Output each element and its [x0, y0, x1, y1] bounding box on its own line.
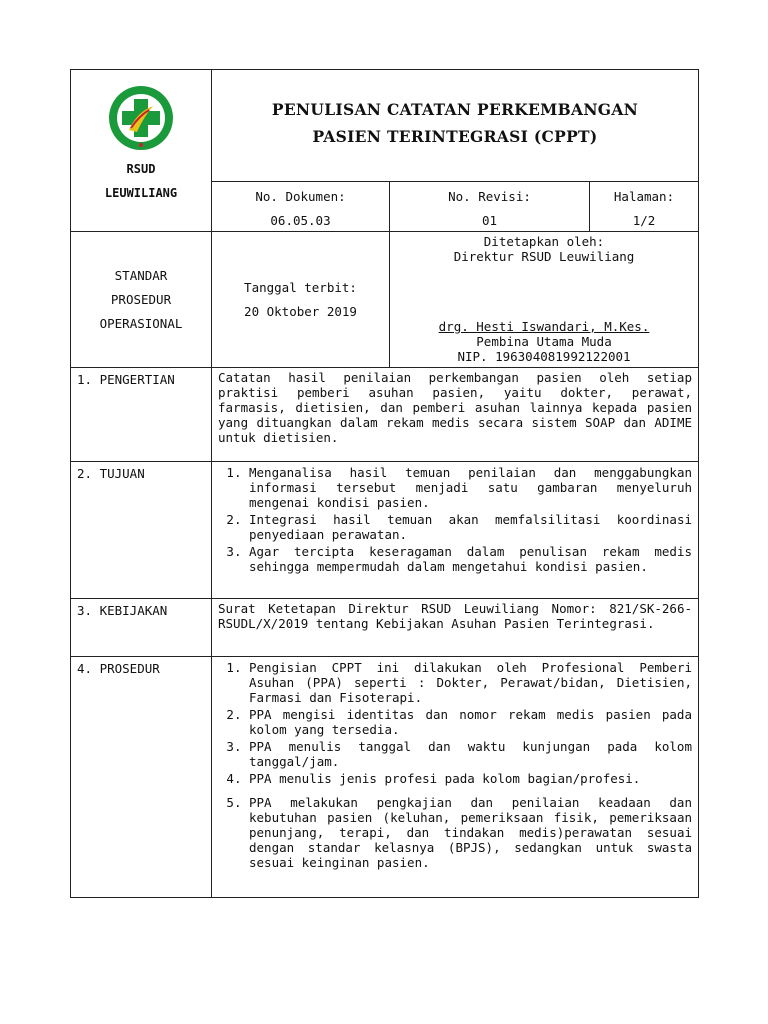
- sop-label-line3: OPERASIONAL: [99, 315, 183, 331]
- list-item: 1. Pengisian CPPT ini dilakukan oleh Profesional Pemberi Asuhan (PPA) seperti : Dokter, Perawat/bidan, Dietisien, Farmasi dan Fisoterapi.: [249, 660, 692, 705]
- section-label-pengertian: 1. PENGERTIAN: [71, 368, 212, 462]
- issue-date-label: Tanggal terbit:: [244, 279, 357, 295]
- signer-nip: NIP. 196304081992122001: [457, 349, 631, 364]
- document-title-cell: [212, 70, 699, 182]
- revision-label: No. Revisi:: [448, 189, 531, 204]
- hospital-logo: [71, 70, 211, 156]
- list-item: 3. Agar tercipta keseragaman dalam penulisan rekam medis sehingga mempermudah dalam mengetahui kondisi pasien.: [249, 544, 692, 574]
- hospital-name-line2: LEUWILIANG: [104, 186, 178, 200]
- doc-number-cell: [212, 182, 390, 232]
- section-label-tujuan: 2. TUJUAN: [71, 462, 212, 599]
- page-label: Halaman:: [613, 189, 675, 204]
- signer-rank: Pembina Utama Muda: [476, 334, 612, 349]
- approval-heading: Ditetapkan oleh:: [483, 234, 605, 249]
- kebijakan-text: Surat Ketetapan Direktur RSUD Leuwiliang Nomor: 821/SK-266-RSUDL/X/2019 tentang Kebijakan Asuhan Pasien Terintegrasi.: [218, 601, 692, 631]
- section-label-prosedur: 4. PROSEDUR: [71, 657, 212, 898]
- list-item: 4. PPA menulis jenis profesi pada kolom bagian/profesi.: [249, 771, 692, 786]
- list-item: 2. Integrasi hasil temuan akan memfalsilitasi koordinasi penyediaan perawatan.: [249, 512, 692, 542]
- section-content-tujuan: [212, 462, 699, 599]
- issue-date-cell: [212, 232, 390, 368]
- title-line2: PASIEN TERINTEGRASI (CPPT): [312, 127, 598, 146]
- pengertian-text: Catatan hasil penilaian perkembangan pasien oleh setiap praktisi pemberi asuhan pasien, yaitu dokter, perawat, farmasis, dietisien, dan pemberi asuhan lainnya kepada pasien yang dituangkan dalam rekam medis secara sistem SOAP dan ADIME untuk dietisien.: [218, 370, 692, 445]
- list-item: 5. PPA melakukan pengkajian dan penilaian keadaan dan kebutuhan pasien (keluhan, pemeriksaan fisik, pemeriksaan penunjang, terapi, dan tindakan medis)perawatan sesuai dengan standar kelasnya (BPJS), sedangkan untuk swasta sesuai keinginan pasien.: [249, 795, 692, 870]
- prosedur-list: [212, 657, 698, 874]
- tujuan-list: [212, 462, 698, 578]
- section-content-prosedur: [212, 657, 699, 898]
- revision-value: 01: [481, 213, 498, 228]
- document-title: [212, 70, 698, 150]
- page-cell: [590, 182, 699, 232]
- hospital-identity-cell: [71, 70, 212, 232]
- section-content-kebijakan: [212, 599, 699, 657]
- page-value: 1/2: [632, 213, 656, 228]
- list-item: 3. PPA menulis tanggal dan waktu kunjungan pada kolom tanggal/jam.: [249, 739, 692, 769]
- sop-label-line1: STANDAR: [114, 267, 168, 283]
- hospital-logo-icon: [107, 84, 175, 152]
- title-line1: PENULISAN CATATAN PERKEMBANGAN: [271, 100, 639, 119]
- revision-cell: [390, 182, 590, 232]
- list-item: 1. Menganalisa hasil temuan penilaian dan menggabungkan informasi tersebut menjadi satu gambaran menyeluruh mengenai kondisi pasien.: [249, 465, 692, 510]
- approval-position: Direktur RSUD Leuwiliang: [453, 249, 635, 264]
- section-label-kebijakan: 3. KEBIJAKAN: [71, 599, 212, 657]
- issue-date-value: 20 Oktober 2019: [244, 303, 357, 319]
- sop-label-cell: [71, 232, 212, 368]
- approval-cell: [390, 232, 699, 368]
- section-content-pengertian: [212, 368, 699, 462]
- sop-table: [70, 69, 699, 898]
- hospital-name-line1: RSUD: [126, 162, 156, 176]
- sop-document: [70, 69, 698, 898]
- list-item: 2. PPA mengisi identitas dan nomor rekam medis pasien pada kolom yang tersedia.: [249, 707, 692, 737]
- doc-number-label: No. Dokumen:: [255, 189, 346, 204]
- doc-number-value: 06.05.03: [270, 213, 331, 228]
- signer-name: drg. Hesti Iswandari, M.Kes.: [438, 319, 650, 334]
- sop-label-line2: PROSEDUR: [110, 291, 172, 307]
